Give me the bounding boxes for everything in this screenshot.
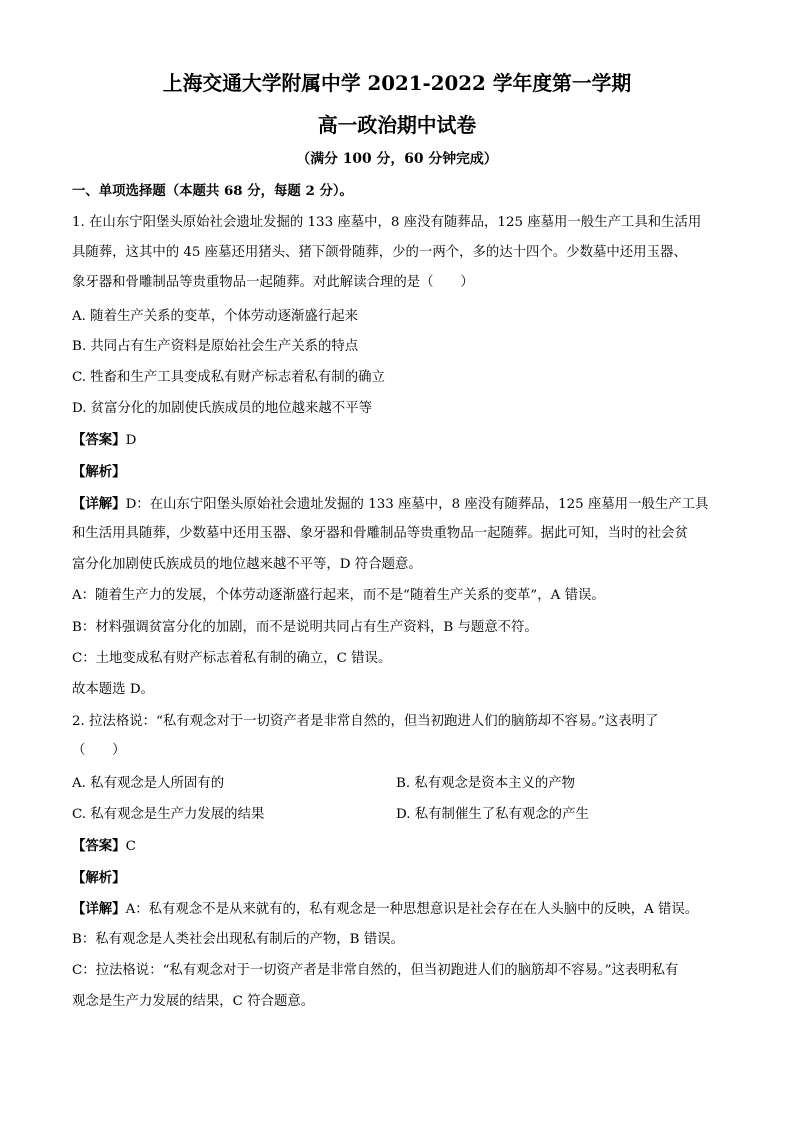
q2-detail-line: C：拉法格说：“私有观念对于一切资产者是非常自然的，但当初跑进人们的脑筋却不容易。”这表明私有	[72, 963, 679, 978]
q1-stem-line: 象牙器和骨雕制品等贵重物品一起随葬。对此解读合理的是（ ）	[72, 275, 474, 290]
q2-option-b: B. 私有观念是资本主义的产物	[396, 776, 576, 791]
detail-tag: 【详解】	[72, 496, 126, 512]
exam-subject-title: 高一政治期中试卷	[317, 113, 477, 137]
exam-title: 上海交通大学附属中学 2021-2022 学年度第一学期	[162, 71, 632, 95]
q1-option-b: B. 共同占有生产资料是原始社会生产关系的特点	[72, 339, 359, 354]
answer-value: D	[125, 433, 137, 448]
q1-detail-line: A：随着生产力的发展，个体劳动逐渐盛行起来，而不是“随着生产关系的变革”，A 错误。	[72, 588, 605, 603]
answer-tag: 【答案】	[72, 432, 126, 448]
answer-value: C	[125, 839, 136, 854]
q1-option-c: C. 牲畜和生产工具变成私有财产标志着私有制的确立	[72, 370, 385, 385]
q1-conclusion: 故本题选 D。	[72, 682, 154, 697]
q2-stem-line: （ ）	[72, 743, 126, 758]
detail-text: D：在山东宁阳堡头原始社会遗址发掘的 133 座墓中，8 座没有随葬品，125 座墓用一般生产工具	[125, 497, 709, 512]
q2-option-a: A. 私有观念是人所固有的	[72, 776, 225, 791]
q2-answer	[72, 836, 136, 857]
q1-option-a: A. 随着生产关系的变革，个体劳动逐渐盛行起来	[72, 309, 358, 324]
q2-detail-line: B：私有观念是人类社会出现私有制后的产物，B 错误。	[72, 932, 404, 947]
detail-text: A：私有观念不是从来就有的，私有观念是一种思想意识是社会存在在人头脑中的反映，A 错误。	[125, 902, 699, 917]
q1-stem-line: 具随葬，这其中的 45 座墓还用猪头、猪下颌骨随葬，少的一两个，多的达十四个。少数墓中还用玉器、	[72, 245, 687, 260]
q1-detail-line: 和生活用具随葬，少数墓中还用玉器、象牙器和骨雕制品等贵重物品一起随葬。据此可知，当时的社会贫	[72, 526, 688, 541]
q1-stem-line: 1. 在山东宁阳堡头原始社会遗址发掘的 133 座墓中，8 座没有随葬品，125 座墓用一般生产工具和生活用	[72, 215, 702, 230]
q1-detail-line	[72, 494, 708, 515]
answer-tag: 【答案】	[72, 838, 126, 854]
q1-detail-line: B：材料强调贫富分化的加剧，而不是说明共同占有生产资料，B 与题意不符。	[72, 620, 538, 635]
q2-option-c: C. 私有观念是生产力发展的结果	[72, 807, 265, 822]
q2-option-d: D. 私有制催生了私有观念的产生	[396, 807, 589, 822]
q2-analysis-tag: 【解析】	[72, 870, 126, 886]
q1-option-d: D. 贫富分化的加剧使氏族成员的地位越来越不平等	[72, 401, 372, 416]
q2-detail-line: 观念是生产力发展的结果，C 符合题意。	[72, 994, 315, 1009]
exam-instructions: （满分 100 分，60 分钟完成）	[296, 151, 498, 167]
q1-detail-line: 富分化加剧使氏族成员的地位越来越不平等，D 符合题意。	[72, 557, 422, 572]
q1-answer	[72, 430, 136, 451]
section-heading: 一、单项选择题（本题共 68 分，每题 2 分）。	[72, 183, 353, 199]
q2-stem-line: 2. 拉法格说：“私有观念对于一切资产者是非常自然的，但当初跑进人们的脑筋却不容易。”这表明了	[72, 714, 659, 729]
q1-detail-line: C：土地变成私有财产标志着私有制的确立，C 错误。	[72, 651, 392, 666]
detail-tag: 【详解】	[72, 901, 126, 917]
q1-analysis-tag: 【解析】	[72, 464, 126, 480]
q2-detail-line	[72, 899, 698, 920]
